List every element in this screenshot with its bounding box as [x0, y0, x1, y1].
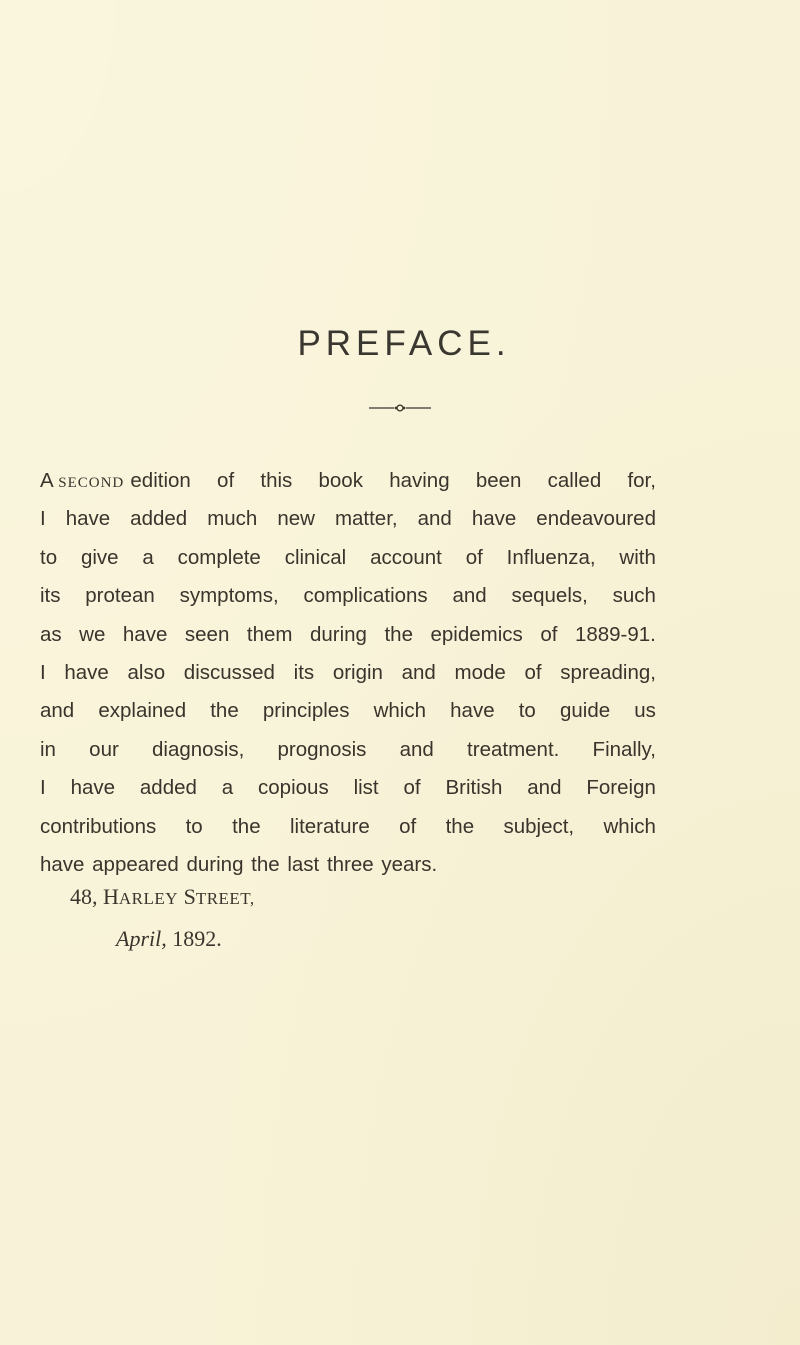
word: been — [475, 469, 522, 492]
word: us — [634, 699, 656, 723]
word: spreading, — [560, 660, 656, 684]
word: epidemics — [430, 622, 523, 646]
word: prognosis — [277, 737, 367, 761]
word: matter, — [334, 507, 398, 531]
text-line — [40, 539, 656, 577]
word: this — [260, 469, 293, 492]
word: Foreign — [586, 776, 656, 800]
word: new — [277, 507, 315, 531]
word: treatment. — [467, 737, 560, 761]
word: and — [452, 584, 487, 608]
word: literature — [289, 814, 370, 838]
word: much — [207, 507, 258, 531]
word: and — [399, 737, 434, 761]
word: for, — [627, 469, 656, 492]
street-word: TREET, — [195, 889, 255, 908]
signature-date — [70, 919, 255, 959]
word: have — [65, 507, 111, 531]
word: which — [603, 814, 656, 838]
word: I — [40, 776, 46, 800]
word: the — [232, 814, 261, 838]
word: 1889-91. — [574, 622, 656, 646]
word: I — [40, 660, 46, 684]
opening-words — [40, 462, 124, 500]
word: a — [142, 545, 154, 569]
word: have — [70, 776, 116, 800]
word: with — [619, 545, 656, 569]
word: such — [612, 584, 656, 608]
text-line — [40, 577, 656, 615]
word: I — [40, 507, 46, 531]
word: during — [309, 622, 367, 646]
text-line — [40, 654, 656, 692]
word: protean — [85, 584, 155, 608]
word: sequels, — [511, 584, 588, 608]
word: the — [445, 814, 475, 838]
word: have — [471, 507, 517, 531]
word: edition — [130, 469, 191, 492]
text-line — [40, 769, 656, 807]
word: give — [80, 545, 119, 569]
word: Influenza, — [506, 545, 596, 569]
street-initial: S — [183, 884, 196, 909]
signature-block — [70, 877, 255, 959]
word: endeavoured — [536, 507, 656, 531]
word: discussed — [183, 660, 275, 684]
word: and — [417, 507, 452, 531]
word: of — [540, 622, 558, 646]
word: have — [122, 622, 168, 646]
word: diagnosis, — [152, 737, 245, 761]
word: book — [318, 469, 363, 492]
signature-address — [70, 877, 255, 919]
word: to — [185, 814, 203, 838]
lead-smallcaps: SECOND — [58, 475, 125, 491]
street-number: 48, — [70, 884, 98, 909]
word: in — [40, 737, 56, 761]
text-line — [40, 500, 656, 538]
line-text — [130, 462, 656, 500]
word: and — [401, 660, 436, 684]
word: we — [79, 622, 106, 646]
word: of — [524, 660, 542, 684]
line-first — [40, 462, 656, 500]
word: its — [293, 660, 315, 684]
word: of — [403, 776, 421, 800]
text-line — [40, 616, 656, 654]
word: origin — [332, 660, 383, 684]
text-line — [40, 808, 656, 846]
word: added — [130, 507, 188, 531]
word: account — [370, 545, 442, 569]
word: having — [389, 469, 450, 492]
street-initial: H — [103, 884, 119, 909]
word: mode — [454, 660, 506, 684]
lead-word: A — [40, 469, 53, 492]
word: of — [217, 469, 235, 492]
word: have — [450, 699, 495, 723]
word: symptoms, — [179, 584, 279, 608]
word: principles — [262, 699, 350, 723]
word: Finally, — [592, 737, 656, 761]
word: as — [40, 622, 62, 646]
word: of — [399, 814, 417, 838]
word: added — [139, 776, 197, 800]
preface-paragraph — [40, 462, 656, 884]
word: copious — [258, 776, 329, 800]
word: the — [210, 699, 239, 723]
word: list — [353, 776, 379, 800]
text-line — [40, 462, 656, 500]
word: complications — [303, 584, 428, 608]
word: have — [64, 660, 109, 684]
text-line — [40, 731, 656, 769]
word: its — [40, 584, 61, 608]
date-year: 1892. — [172, 926, 222, 951]
word: called — [547, 469, 602, 492]
word: the — [384, 622, 413, 646]
word: of — [465, 545, 483, 569]
word: seen — [184, 622, 230, 646]
word: also — [127, 660, 166, 684]
word: which — [373, 699, 427, 723]
word: them — [246, 622, 293, 646]
word: and — [527, 776, 562, 800]
word: explained — [98, 699, 187, 723]
word: to — [518, 699, 536, 723]
text-line: have appeared during the last three years. — [40, 852, 438, 876]
page-title: PREFACE. — [297, 324, 511, 363]
word: our — [89, 737, 119, 761]
word: subject, — [503, 814, 575, 838]
word: clinical — [284, 545, 347, 569]
word: complete — [177, 545, 261, 569]
date-month: April, — [116, 926, 167, 951]
word: to — [40, 545, 58, 569]
street-word: ARLEY — [118, 889, 179, 908]
word: and — [40, 699, 75, 723]
word: British — [445, 776, 503, 800]
word: guide — [559, 699, 611, 723]
word: contributions — [40, 814, 157, 838]
ornament-divider — [369, 403, 431, 413]
text-line — [40, 692, 656, 730]
word: a — [221, 776, 234, 800]
